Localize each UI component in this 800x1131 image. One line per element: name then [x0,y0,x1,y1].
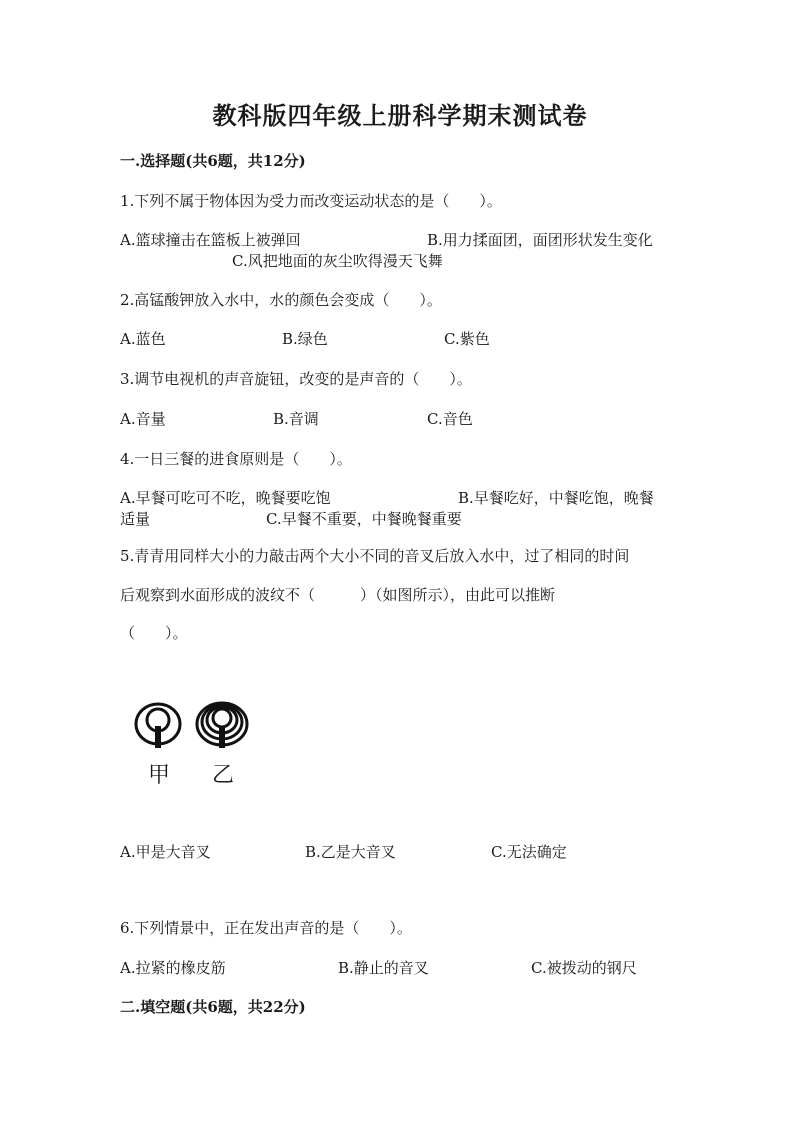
question-1-option-a: A.篮球撞击在篮板上被弹回 [120,231,301,249]
question-4-stem: 4.一日三餐的进食原则是（ ）。 [120,450,352,468]
question-5-option-c: C.无法确定 [491,843,567,861]
section-heading-choice: 一.选择题(共6题，共12分) [120,152,306,170]
question-1-stem: 1.下列不属于物体因为受力而改变运动状态的是（ ）。 [120,192,502,210]
question-3-option-a: A.音量 [120,410,166,428]
tuning-fork-ripple-figure [128,696,258,796]
question-2-option-a: A.蓝色 [120,330,166,348]
question-5-option-a: A.甲是大音叉 [120,843,211,861]
ripple-jia-icon [136,704,180,748]
question-6-stem: 6.下列情景中，正在发出声音的是（ ）。 [120,919,412,937]
figure-label-yi: 乙 [212,763,235,788]
page-title: 教科版四年级上册科学期末测试卷 [212,101,588,130]
section-heading-fill-in: 二.填空题(共6题，共22分) [120,998,306,1016]
question-5-stem-line-2: 后观察到水面形成的波纹不（ ）（如图所示），由此可以推断 [120,586,556,604]
question-1-option-b: B.用力揉面团，面团形状发生变化 [427,231,653,249]
question-4-option-b: B.早餐吃好，中餐吃饱，晚餐 [458,489,654,507]
question-5-stem-line-3: （ ）。 [120,624,188,642]
question-3-option-b: B.音调 [273,410,319,428]
question-1-option-c: C.风把地面的灰尘吹得漫天飞舞 [232,252,443,270]
question-2-stem: 2.高锰酸钾放入水中，水的颜色会变成（ ）。 [120,291,442,309]
question-3-stem: 3.调节电视机的声音旋钮，改变的是声音的（ ）。 [120,370,472,388]
question-4-option-c: C.早餐不重要，中餐晚餐重要 [266,510,462,528]
question-5-stem-line-1: 5.青青用同样大小的力敲击两个大小不同的音叉后放入水中，过了相同的时间 [120,547,630,565]
question-4-option-b-continued: 适量 [120,510,151,528]
figure-label-jia: 甲 [148,763,171,788]
question-6-option-a: A.拉紧的橡皮筋 [120,959,226,977]
question-6-option-c: C.被拨动的钢尺 [531,959,637,977]
question-2-option-c: C.紫色 [444,330,490,348]
question-2-option-b: B.绿色 [282,330,328,348]
question-3-option-c: C.音色 [427,410,473,428]
question-4-option-a: A.早餐可吃可不吃，晚餐要吃饱 [120,489,331,507]
ripple-yi-icon [197,703,247,748]
question-5-option-b: B.乙是大音叉 [305,843,396,861]
question-6-option-b: B.静止的音叉 [338,959,429,977]
